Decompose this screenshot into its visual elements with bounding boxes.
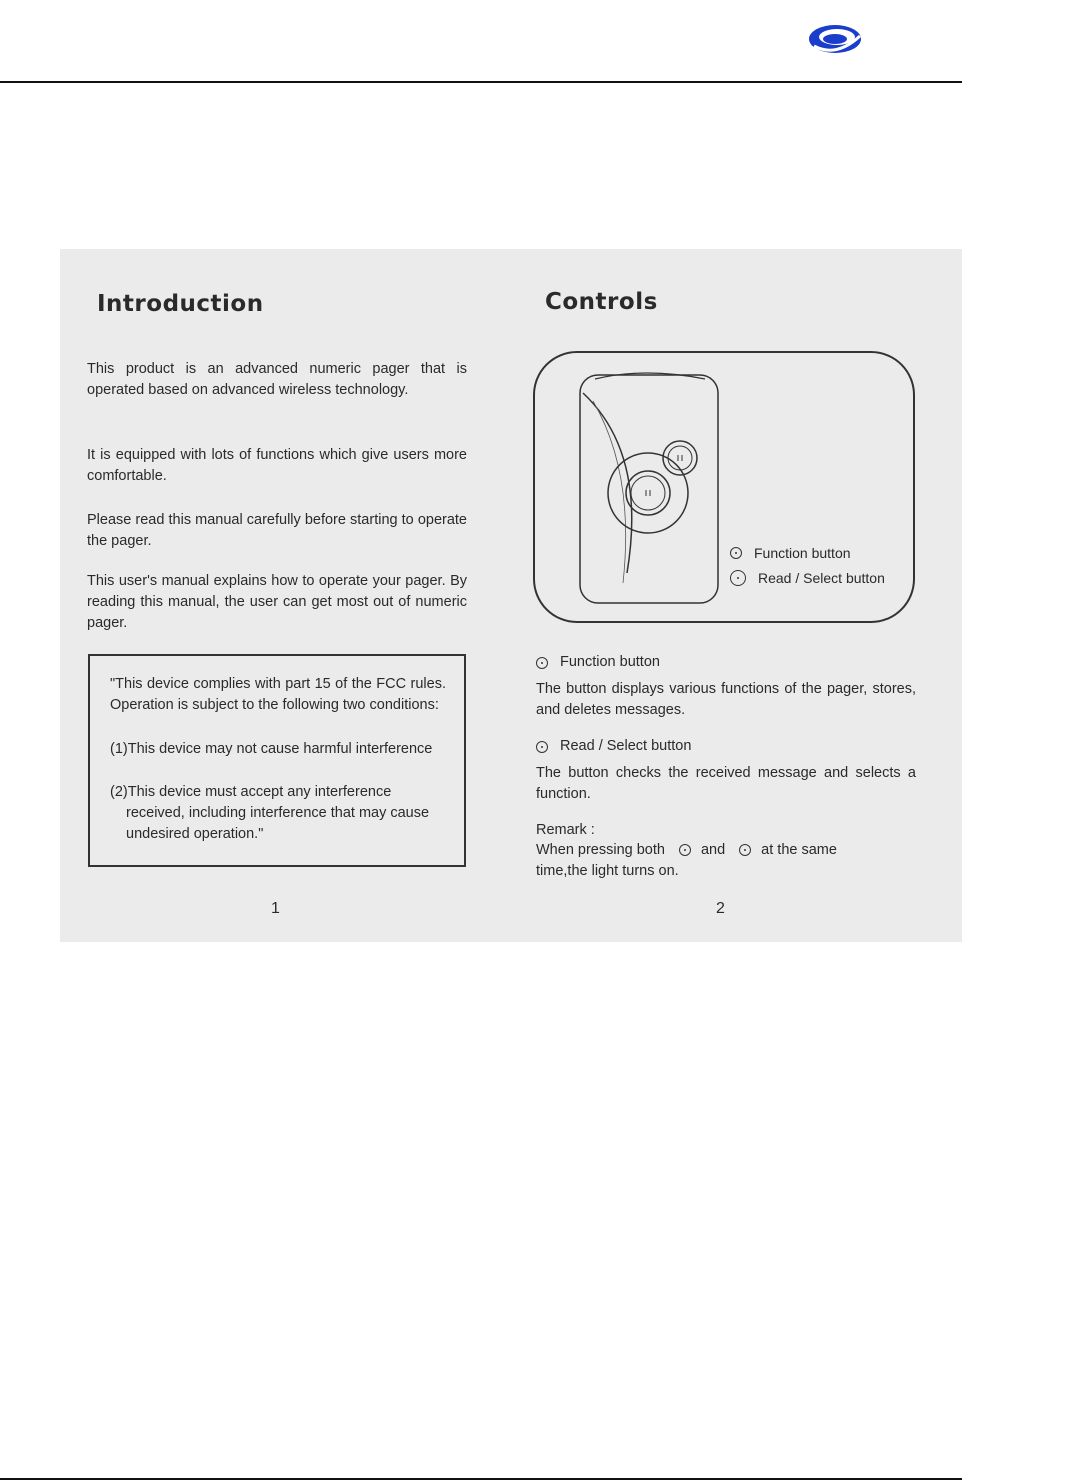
read-select-button-description: The button checks the received message and selects a function. (536, 765, 916, 802)
function-button-label: Function button (560, 654, 660, 670)
footer-rule (0, 1478, 962, 1480)
fcc-notice-box (88, 654, 466, 867)
controls-heading: Controls (545, 289, 658, 315)
remark-line-1 (536, 840, 916, 861)
intro-paragraph-4: This user's manual explains how to operate your pager. By reading this manual, the user can get most out of numeric pager. (87, 573, 467, 631)
function-button-icon (679, 844, 691, 856)
read-select-button-heading (536, 736, 916, 757)
page-number-left: 1 (271, 900, 280, 917)
page-number-right: 2 (716, 900, 725, 917)
read-select-button-label: Read / Select button (560, 738, 692, 754)
pager-diagram (533, 351, 915, 623)
legend-function-label: Function button (754, 545, 851, 561)
read-select-button-icon (536, 741, 548, 753)
remark-text-middle: and (700, 842, 726, 858)
function-button-icon (536, 657, 548, 669)
remark-text-after: at the same (761, 842, 837, 858)
remark-line-2: time,the light turns on. (536, 863, 679, 879)
intro-paragraph-2: It is equipped with lots of functions which give users more comfortable. (87, 447, 467, 484)
swirl-logo-icon (806, 22, 864, 56)
introduction-heading: Introduction (97, 291, 264, 317)
remark-label: Remark : (536, 822, 595, 838)
legend-function (730, 545, 851, 561)
legend-read-select-label: Read / Select button (758, 570, 885, 586)
function-button-description: The button displays various functions of the pager, stores, and deletes messages. (536, 681, 916, 718)
read-select-button-icon (739, 844, 751, 856)
manual-scan (60, 249, 962, 942)
fcc-condition-2: (2)This device must accept any interference received, including interference that may cause undesired operation." (110, 784, 430, 842)
legend-read-select (730, 570, 885, 586)
function-button-icon (730, 547, 742, 559)
intro-paragraph-3: Please read this manual carefully before starting to operate the pager. (87, 512, 467, 549)
header-rule (0, 81, 962, 83)
fcc-statement: "This device complies with part 15 of the FCC rules. Operation is subject to the following two conditions: (110, 676, 446, 713)
intro-paragraph-1: This product is an advanced numeric pager that is operated based on advanced wireless technology. (87, 361, 467, 398)
remark-text-before: When pressing both (536, 842, 665, 858)
fcc-condition-1: (1)This device may not cause harmful interference (110, 741, 433, 757)
read-select-button-icon (730, 570, 746, 586)
function-button-heading (536, 652, 916, 673)
